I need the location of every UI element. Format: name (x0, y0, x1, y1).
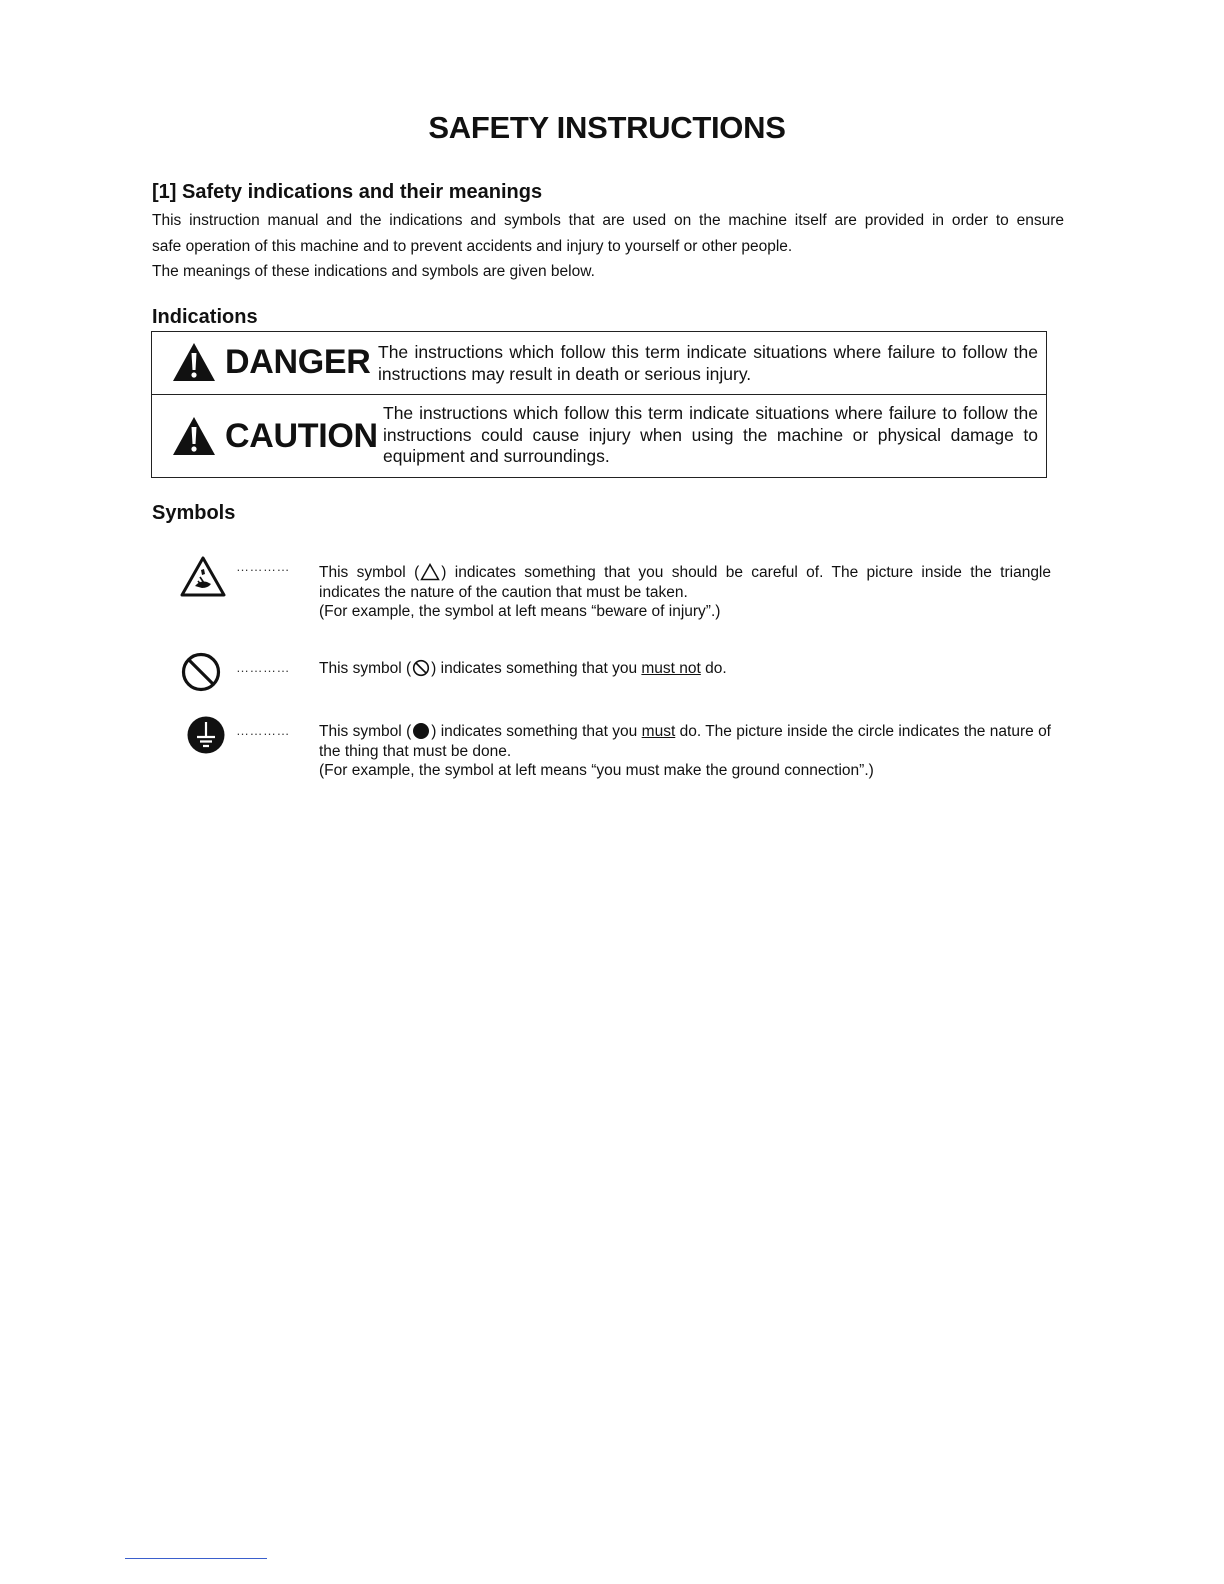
caution-signal (172, 416, 378, 456)
danger-label: DANGER (225, 342, 371, 381)
mandatory-symbol-description (319, 722, 1051, 781)
indications-table (151, 331, 1047, 478)
indication-row-caution (152, 394, 1046, 477)
intro-line: safe operation of this machine and to prevent accidents and injury to yourself or other people. (152, 237, 793, 255)
caution-symbol-description (319, 563, 1051, 622)
caution-description: The instructions which follow this term indicate situations where failure to follow the instructions could cause injury when using the machine or physical damage to equipment and surroundings. (383, 403, 1038, 466)
danger-description: The instructions which follow this term indicate situations where failure to follow the instructions may result in death or serious injury. (378, 342, 1038, 384)
prohibition-symbol-text: This symbol ( ) indicates something that you must not do. (319, 660, 727, 677)
ground-connection-icon (186, 715, 226, 755)
mandatory-symbol-example: (For example, the symbol at left means “you must make the ground connection”.) (319, 762, 874, 779)
caution-triangle-inline-icon (420, 563, 440, 581)
mandatory-inline-icon (412, 722, 430, 740)
warning-triangle-icon (172, 416, 216, 456)
caution-symbol-example: (For example, the symbol at left means “beware of injury”.) (319, 603, 721, 620)
intro-line: This instruction manual and the indications and symbols that are used on the machine itself are provided in order to ensure (152, 212, 1064, 229)
page-title: SAFETY INSTRUCTIONS (428, 110, 786, 145)
prohibition-symbol-description (319, 659, 1051, 679)
intro-paragraph (152, 208, 1064, 285)
footnote-separator (125, 1558, 267, 1559)
intro-line: The meanings of these indications and symbols are given below. (152, 263, 595, 280)
prohibition-icon (180, 651, 222, 693)
caution-label: CAUTION (225, 416, 378, 455)
mandatory-symbol-text: This symbol ( ) indicates something that you must do. The picture inside the circle indicates the nature of the thing that must be done. (319, 723, 1051, 760)
prohibition-inline-icon (412, 659, 430, 677)
section-heading: [1] Safety indications and their meanings (152, 181, 543, 203)
indications-heading: Indications (152, 306, 258, 328)
leader-dots: ………… (236, 559, 290, 574)
caution-hand-injury-icon (180, 555, 226, 597)
leader-dots: ………… (236, 660, 290, 675)
caution-symbol-text: This symbol ( ) indicates something that you should be careful of. The picture inside the triangle indicates the nature of the caution that must be taken. (319, 564, 1052, 601)
symbols-heading: Symbols (152, 502, 236, 524)
warning-triangle-icon (172, 342, 216, 382)
leader-dots: ………… (236, 723, 290, 738)
danger-signal (172, 342, 371, 382)
indication-row-danger (152, 332, 1046, 395)
